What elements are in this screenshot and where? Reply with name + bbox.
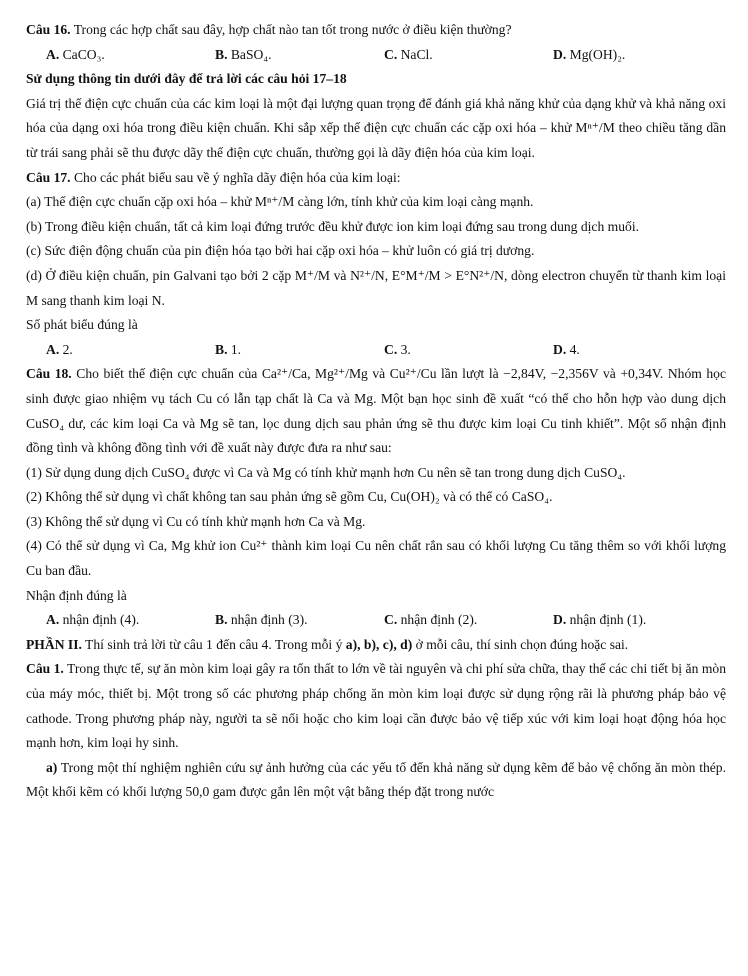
- info-heading: Sử dụng thông tin dưới đây để trả lời các câu hỏi 17–18: [26, 71, 347, 87]
- info-paragraph: Giá trị thế điện cực chuẩn của các kim loại là một đại lượng quan trọng để đánh giá khả năng khử của dạng khử và khả năng oxi hóa của dạng oxi hóa trong điều kiện chuẩn. Khi sắp xếp thế điện cực chuẩn các cặp oxi hóa – khử Mⁿ⁺/M theo chiều tăng dần từ trái sang phải sẽ thu được dãy thế điện cực chuẩn, thường gọi là dãy điện hóa của kim loại.: [26, 95, 726, 160]
- option-d[interactable]: D. 4.: [553, 341, 580, 357]
- question-label: Câu 1.: [26, 661, 64, 677]
- option-a[interactable]: A. nhận định (4).: [46, 612, 140, 628]
- option-a[interactable]: A. CaCO₃.: [46, 46, 105, 62]
- statement-1: (1) Sử dụng dung dịch CuSO₄ được vì Ca và Mg có tính khử mạnh hơn Cu nên sẽ tan trong dung dịch CuSO₄.: [26, 464, 626, 480]
- statement-a: (a) Thế điện cực chuẩn cặp oxi hóa – khử Mⁿ⁺/M càng lớn, tính khử của kim loại càng mạnh.: [26, 194, 534, 210]
- question-label: Câu 17.: [26, 169, 71, 185]
- question-label: Câu 16.: [26, 22, 71, 37]
- option-d[interactable]: D. Mg(OH)₂.: [553, 46, 626, 62]
- part2-question-1: [26, 657, 726, 755]
- statement-2: (2) Không thể sử dụng vì chất không tan sau phản ứng sẽ gồm Cu, Cu(OH)₂ và có thể có CaSO₄.: [26, 489, 553, 505]
- question-label: Câu 18.: [26, 366, 72, 382]
- option-c[interactable]: C. NaCl.: [384, 46, 433, 62]
- statement-b: (b) Trong điều kiện chuẩn, tất cả kim loại đứng trước đều khử được ion kim loại đứng sau trong dung dịch muối.: [26, 218, 639, 234]
- option-c[interactable]: C. nhận định (2).: [384, 612, 478, 628]
- option-d[interactable]: D. nhận định (1).: [553, 612, 647, 628]
- option-b[interactable]: B. nhận định (3).: [215, 612, 308, 628]
- question-text: Trong thực tế, sự ăn mòn kim loại gây ra tổn thất to lớn về tài nguyên và chi phí sửa chữa, thay thế các chi tiết bị ăn mòn của máy móc, thiết bị. Một trong số các phương pháp chống ăn mòn kim loại được sử dụng rộng rãi là phương pháp bảo vệ cathode. Trong phương pháp này, người ta sẽ nối hoặc cho kim loại cần được bảo vệ tiếp xúc với kim loại hoạt động hóa học mạnh hơn, kim loại hy sinh.: [26, 661, 726, 751]
- statement-c: (c) Sức điện động chuẩn của pin điện hóa tạo bởi hai cặp oxi hóa – khử luôn có giá trị dương.: [26, 243, 535, 259]
- answer-options: [26, 338, 726, 363]
- question-text: Trong các hợp chất sau đây, hợp chất nào tan tốt trong nước ở điều kiện thường?: [70, 22, 512, 37]
- question-text: Cho biết thế điện cực chuẩn của Ca²⁺/Ca, Mg²⁺/Mg và Cu²⁺/Cu lần lượt là −2,84V, −2,356V và +0,34V. Nhóm học sinh được giao nhiệm vụ tách Cu có lẫn tạp chất là Ca và Mg. Một bạn học sinh đề xuất “có thể cho hỗn hợp vào dung dịch CuSO₄ dư, các kim loại Ca và Mg sẽ tan, lọc dung dịch sau phản ứng sẽ thu được kim loại Cu tinh khiết”. Một số nhận định đồng tình và không đồng tình với đề xuất này được đưa ra như sau:: [26, 366, 726, 456]
- option-b[interactable]: B. BaSO₄.: [215, 46, 272, 62]
- option-a[interactable]: A. 2.: [46, 341, 73, 357]
- question-text: Cho các phát biểu sau về ý nghĩa dãy điện hóa của kim loại:: [70, 169, 401, 185]
- option-b[interactable]: B. 1.: [215, 341, 242, 357]
- question-prompt: Nhận định đúng là: [26, 587, 127, 603]
- answer-options: [26, 608, 726, 633]
- question-17: [26, 166, 726, 191]
- question-16: [26, 18, 726, 43]
- sub-item-a: a) Trong một thí nghiệm nghiên cứu sự ảnh hưởng của các yếu tố đến khả năng sử dụng kẽm để bảo vệ chống ăn mòn thép. Một khối kẽm có khối lượng 50,0 gam được gắn lên một vật bằng thép đặt trong nước: [26, 759, 726, 800]
- statement-4: (4) Có thể sử dụng vì Ca, Mg khử ion Cu²⁺ thành kim loại Cu nên chất rắn sau có khối lượng Cu tăng thêm so với khối lượng Cu ban đầu.: [26, 538, 726, 579]
- question-18: [26, 362, 726, 460]
- statement-3: (3) Không thể sử dụng vì Cu có tính khử mạnh hơn Ca và Mg.: [26, 513, 366, 529]
- part-label: PHẦN II.: [26, 636, 82, 652]
- question-prompt: Số phát biểu đúng là: [26, 317, 138, 333]
- option-c[interactable]: C. 3.: [384, 341, 411, 357]
- part-2-instructions: PHẦN II. Thí sinh trả lời từ câu 1 đến câu 4. Trong mỗi ý a), b), c), d) ở mỗi câu, thí sinh chọn đúng hoặc sai.: [26, 636, 629, 652]
- statement-d: (d) Ở điều kiện chuẩn, pin Galvani tạo bởi 2 cặp M⁺/M và N²⁺/N, E°M⁺/M > E°N²⁺/N, dòng electron chuyển từ thanh kim loại M sang thanh kim loại N.: [26, 267, 726, 308]
- answer-options: [26, 43, 726, 68]
